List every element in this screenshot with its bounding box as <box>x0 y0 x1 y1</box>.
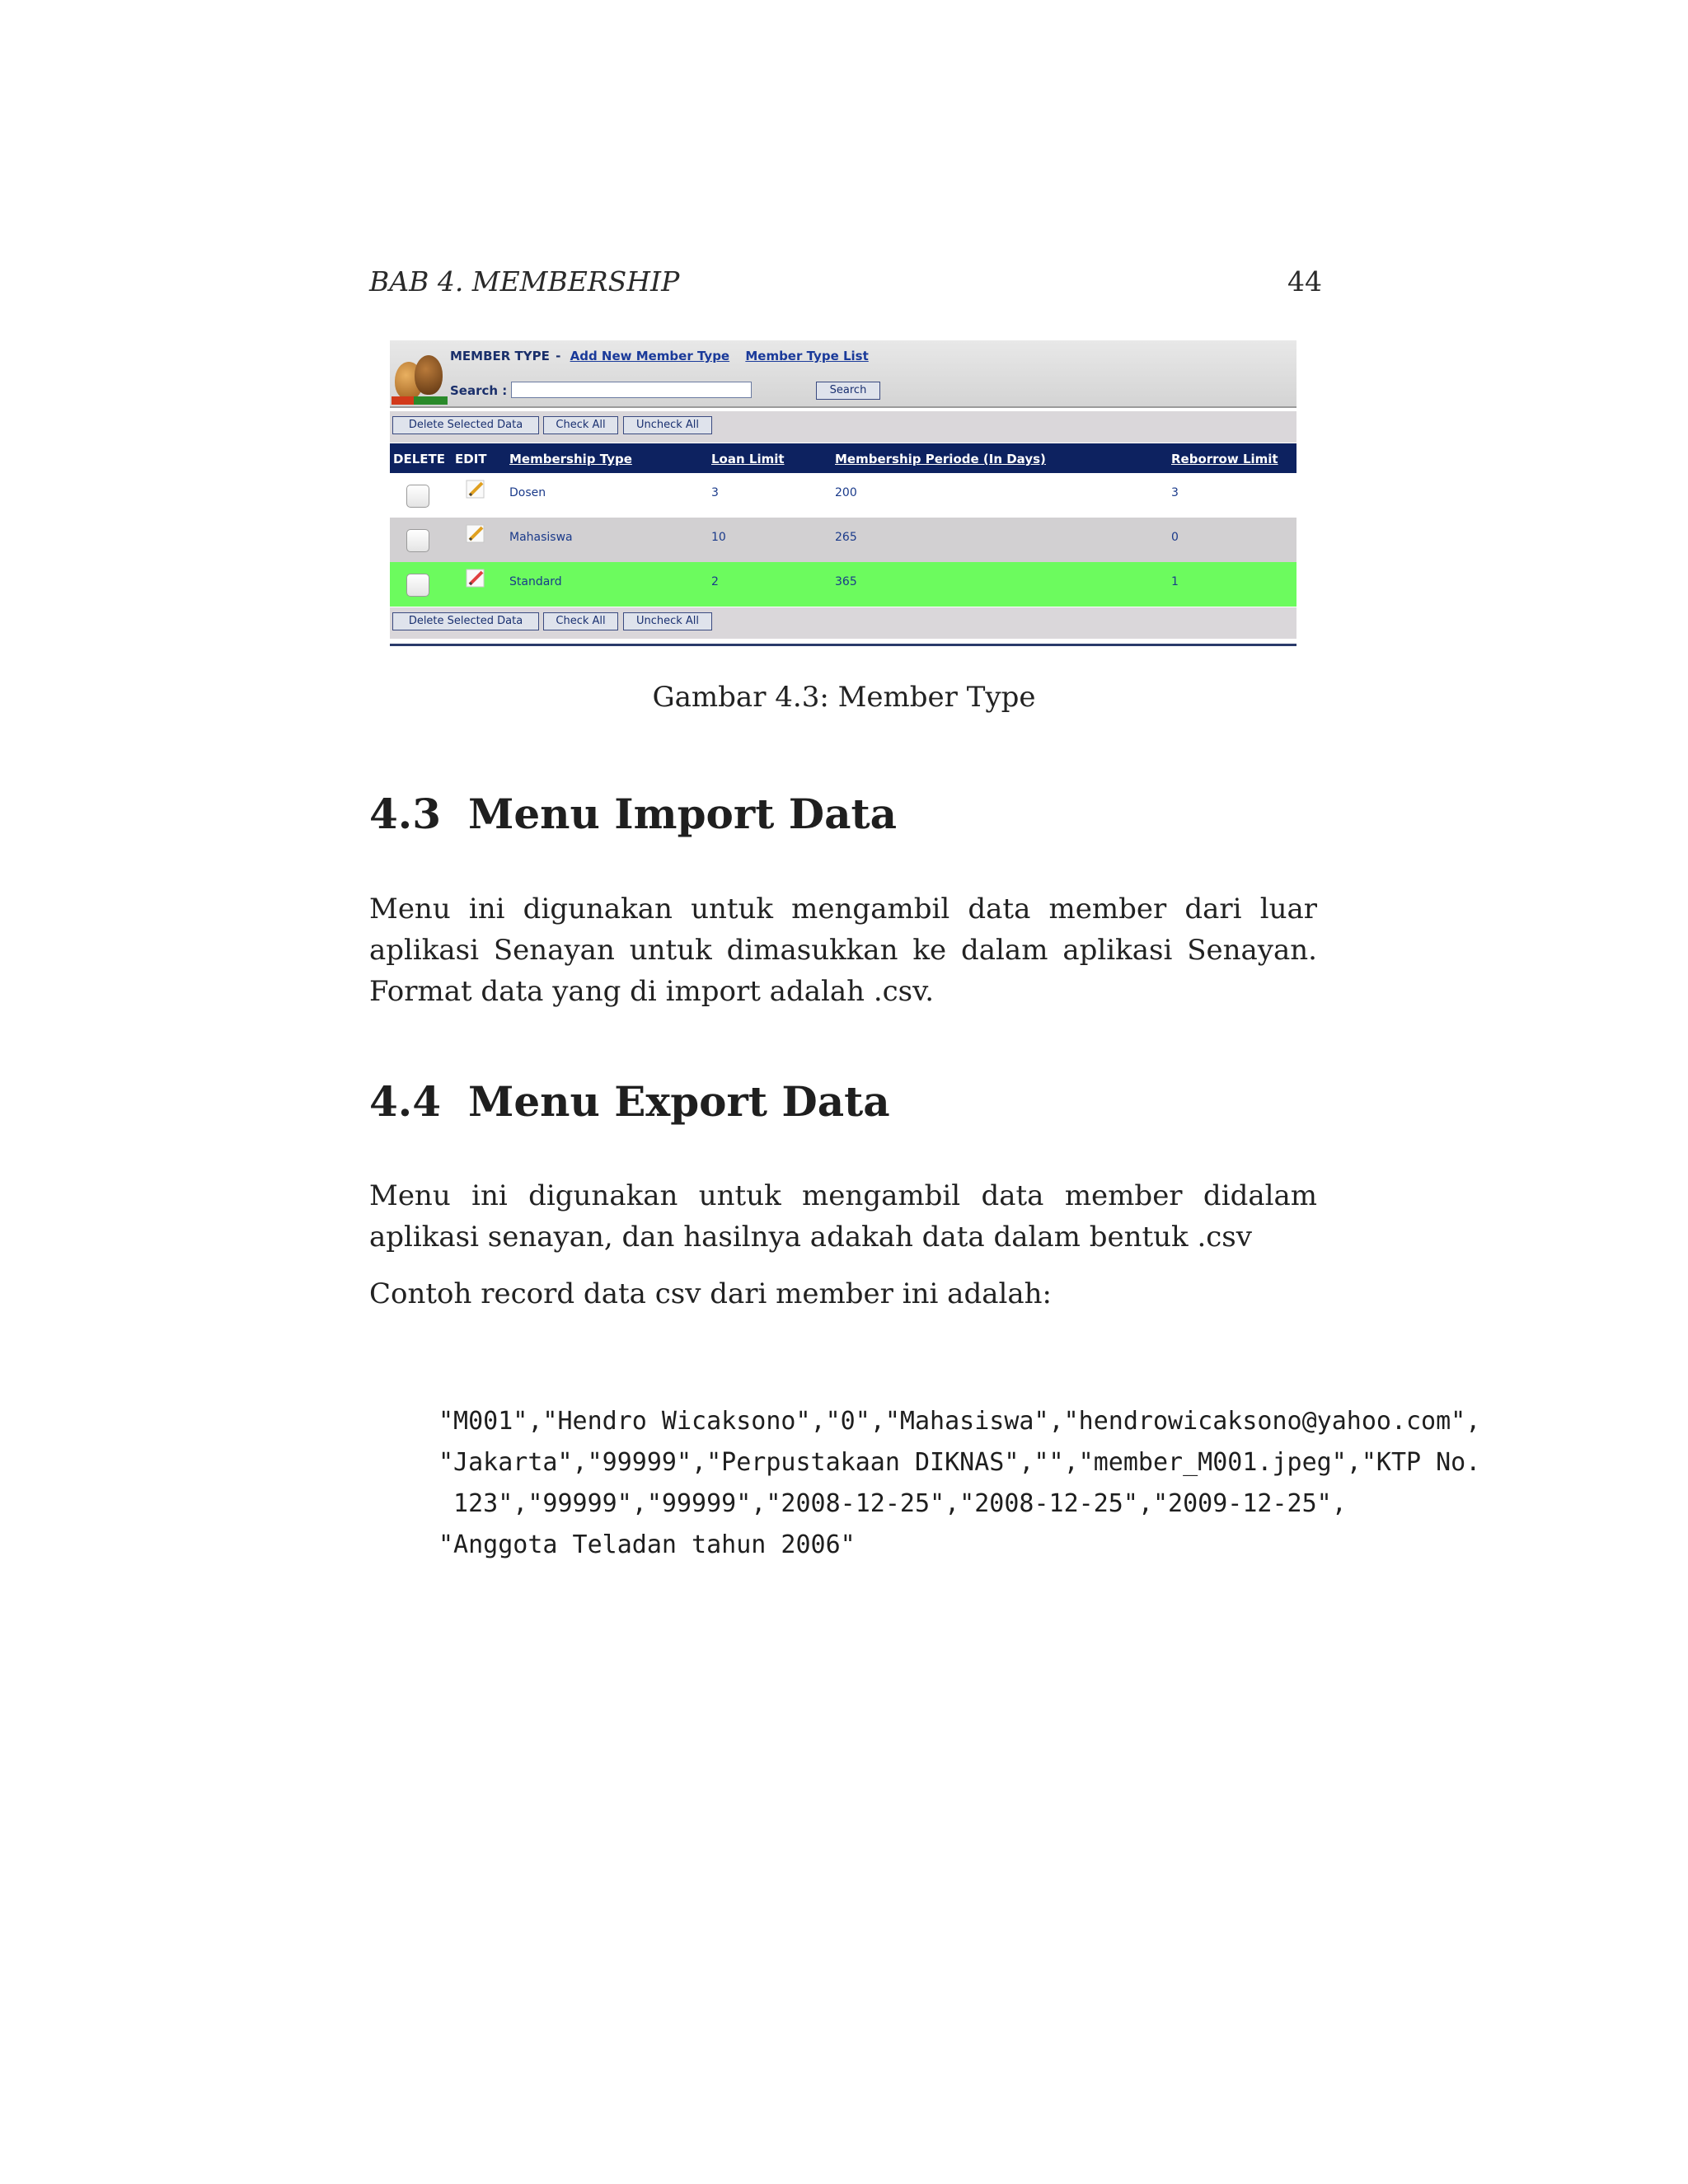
check-all-button[interactable]: Check All <box>543 416 618 434</box>
cell-periode: 200 <box>835 486 857 499</box>
figure-bottom-rule <box>390 644 1296 646</box>
row-delete-checkbox[interactable] <box>406 574 429 597</box>
section-paragraph: Menu ini digunakan untuk mengambil data member didalam aplikasi senayan, dan hasilnya adakah data dalam bentuk .csv <box>369 1179 1317 1254</box>
senayan-logo-icon <box>390 355 449 405</box>
module-header <box>390 340 1296 408</box>
cell-reborrow: 0 <box>1171 531 1179 544</box>
member-type-screenshot <box>390 340 1296 649</box>
section-title: Menu Import Data <box>468 790 897 838</box>
column-loan-limit[interactable]: Loan Limit <box>711 452 785 466</box>
cell-membership-type: Standard <box>509 575 562 588</box>
row-delete-checkbox[interactable] <box>406 485 429 508</box>
member-type-list-link[interactable]: Member Type List <box>745 349 869 363</box>
uncheck-all-button[interactable]: Uncheck All <box>623 612 712 630</box>
cell-periode: 365 <box>835 575 857 588</box>
module-title-text: MEMBER TYPE <box>450 349 550 363</box>
cell-loan-limit: 2 <box>711 575 719 588</box>
check-all-button[interactable]: Check All <box>543 612 618 630</box>
delete-selected-button[interactable]: Delete Selected Data <box>392 612 539 630</box>
column-membership-periode[interactable]: Membership Periode (In Days) <box>835 452 1046 466</box>
edit-pencil-icon[interactable] <box>464 567 487 590</box>
cell-reborrow: 1 <box>1171 575 1179 588</box>
section-paragraph: Contoh record data csv dari member ini adalah: <box>369 1277 1052 1310</box>
search-input[interactable] <box>511 382 752 398</box>
edit-pencil-icon[interactable] <box>464 478 487 501</box>
figure-caption: Gambar 4.3: Member Type <box>652 681 1036 714</box>
column-reborrow-limit[interactable]: Reborrow Limit <box>1171 452 1278 466</box>
uncheck-all-button[interactable]: Uncheck All <box>623 416 712 434</box>
top-action-bar <box>390 411 1296 443</box>
cell-reborrow: 3 <box>1171 486 1179 499</box>
table-header <box>390 443 1296 473</box>
cell-loan-limit: 10 <box>711 531 726 544</box>
running-head: BAB 4. MEMBERSHIP <box>369 265 680 298</box>
column-delete: DELETE <box>393 452 445 466</box>
cell-membership-type: Mahasiswa <box>509 531 573 544</box>
column-edit: EDIT <box>455 452 487 466</box>
row-delete-checkbox[interactable] <box>406 529 429 552</box>
title-separator: - <box>556 349 561 363</box>
bottom-action-bar <box>390 607 1296 639</box>
cell-loan-limit: 3 <box>711 486 719 499</box>
search-button[interactable]: Search <box>816 382 880 400</box>
section-paragraph: Menu ini digunakan untuk mengambil data member dari luar aplikasi Senayan untuk dimasukkan ke dalam aplikasi Senayan. Format data yang di import adalah .csv. <box>369 893 1317 1008</box>
module-title <box>450 349 869 363</box>
table-row <box>390 473 1296 518</box>
section-number: 4.4 <box>369 1077 441 1126</box>
section-title: Menu Export Data <box>468 1077 890 1126</box>
edit-pencil-icon[interactable] <box>464 523 487 546</box>
page-number: 44 <box>1287 265 1322 298</box>
delete-selected-button[interactable]: Delete Selected Data <box>392 416 539 434</box>
add-new-member-type-link[interactable]: Add New Member Type <box>570 349 730 363</box>
section-number: 4.3 <box>369 790 441 838</box>
table-row-highlighted <box>390 562 1296 607</box>
table-row <box>390 518 1296 562</box>
cell-membership-type: Dosen <box>509 486 546 499</box>
cell-periode: 265 <box>835 531 857 544</box>
csv-example-code: "M001","Hendro Wicaksono","0","Mahasiswa","hendrowicaksono@yahoo.com", "Jakarta","99999","Perpustakaan DIKNAS","","member_M001.jpeg","KTP No. 123","99999","99999","2008-12-25","2008-12-25","2009-12-25", "Anggota Teladan tahun 2006" <box>438 1407 1481 1559</box>
search-label: Search : <box>450 383 508 398</box>
column-membership-type[interactable]: Membership Type <box>509 452 632 466</box>
